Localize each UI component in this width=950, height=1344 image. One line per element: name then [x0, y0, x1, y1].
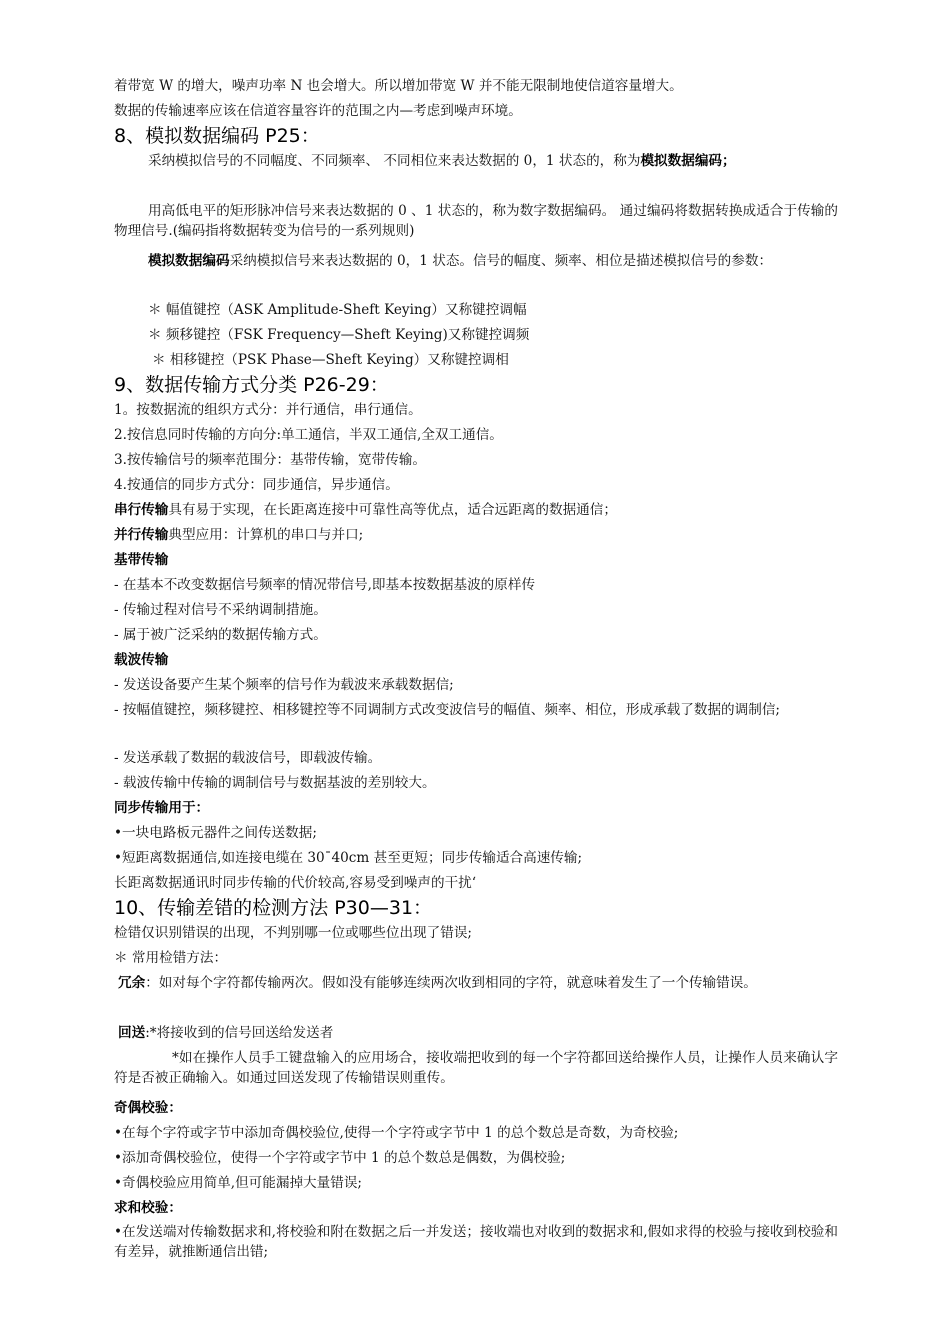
list-item: •在发送端对传输数据求和,将校验和附在数据之后一并发送；接收端也对收到的数据求和,假如求得的校验与接收到校验和有差异，就推断通信出错;: [114, 1224, 838, 1260]
paragraph-text: 具有易于实现，在长距离连接中可靠性高等优点，适合远距离的数据通信；: [168, 502, 617, 518]
list-item: - 载波传输中传输的调制信号与数据基波的差别较大。: [114, 775, 436, 791]
paragraph-parallel: [114, 525, 838, 547]
list-item: - 发送承载了数据的载波信号，即载波传输。: [114, 750, 382, 766]
section-heading-9: 9、数据传输方式分类 P26-29：: [114, 374, 389, 396]
list-item: 3.按传输信号的频率范围分：基带传输，宽带传输。: [114, 452, 427, 468]
term-analog-data-encoding: 模拟数据编码；: [640, 153, 736, 169]
list-item: 2.按信息同时传输的方向分:单工通信，半双工通信,全双工通信。: [114, 427, 503, 443]
paragraph-echo-detail: *如在操作人员手工键盘输入的应用场合，接收端把收到的每一个字符都回送给操作人员，让操作人员来确认字符是否被正确输入。如通过回送发现了传输错误则重传。: [114, 1050, 838, 1086]
section-heading-10: 10、传输差错的检测方法 P30—31：: [114, 897, 433, 919]
term-serial: 串行传输: [114, 502, 169, 518]
paragraph-text: 采纳模拟信号的不同幅度、不同频率、 不同相位来表达数据的 0，1 状态的，称为: [148, 153, 641, 169]
list-item: - 按幅值键控，频移键控、相移键控等不同调制方式改变波信号的幅值、频率、相位，形成承载了数据的调制信;: [114, 702, 780, 718]
paragraph-echo: [118, 1023, 842, 1045]
text-line: 检错仅识别错误的出现，不判别哪一位或哪些位出现了错误;: [114, 925, 473, 941]
list-item: 1。按数据流的组织方式分：并行通信，串行通信。: [114, 402, 422, 418]
list-item: •添加奇偶校验位，使得一个字符或字节中 1 的总个数总是偶数，为偶校验;: [114, 1150, 566, 1166]
paragraph-serial: [114, 500, 838, 522]
paragraph-text: ：如对每个字符都传输两次。假如没有能够连续两次收到相同的字符，就意味着发生了一个传输错误。: [145, 975, 757, 991]
text-line: 长距离数据通讯时同步传输的代价较高,容易受到噪声的干扰‘: [114, 875, 477, 891]
list-item-psk: ＊ 相移键控（PSK Phase—Sheft Keying）又称键控调相: [152, 352, 509, 368]
subheading-parity: 奇偶校验：: [114, 1100, 182, 1116]
list-item: - 属于被广泛采纳的数据传输方式。: [114, 627, 327, 643]
text-line: 着带宽 W 的增大，噪声功率 N 也会增大。所以增加带宽 W 并不能无限制地使信道容量增大。: [114, 78, 683, 94]
list-item: - 发送设备要产生某个频率的信号作为载波来承载数据信;: [114, 677, 454, 693]
list-item: •在每个字符或字节中添加奇偶校验位,使得一个字符或字节中 1 的总个数总是奇数，为奇校验;: [114, 1125, 679, 1141]
list-item-fsk: ＊ 频移键控（FSK Frequency—Sheft Keying)又称键控调频: [148, 327, 530, 343]
list-item: - 传输过程对信号不采纳调制措施。: [114, 602, 327, 618]
term-redundancy: 冗余: [118, 975, 146, 991]
paragraph-analog-encoding-def: [114, 151, 838, 171]
text-line: ＊ 常用检错方法：: [114, 950, 228, 966]
subheading-baseband: 基带传输: [114, 552, 169, 568]
subheading-checksum: 求和校验：: [114, 1200, 182, 1216]
section-heading-8: 8、模拟数据编码 P25：: [114, 125, 320, 147]
list-item: 4.按通信的同步方式分：同步通信，异步通信。: [114, 477, 399, 493]
paragraph-text: 典型应用：计算机的串口与并口;: [168, 527, 364, 543]
list-item: - 在基本不改变数据信号频率的情况带信号,即基本按数据基波的原样传: [114, 577, 536, 593]
paragraph-analog-encoding-params: [114, 251, 838, 271]
subheading-carrier: 载波传输: [114, 652, 169, 668]
text-line: 数据的传输速率应该在信道容量容许的范围之内—考虑到噪声环境。: [114, 103, 522, 119]
subheading-sync: 同步传输用于：: [114, 800, 210, 816]
list-item: •奇偶校验应用简单,但可能漏掉大量错误;: [114, 1175, 363, 1191]
term-analog-data-encoding: 模拟数据编码: [148, 253, 230, 269]
paragraph-redundancy: [118, 973, 838, 993]
paragraph-text: :*将接收到的信号回送给发送者: [145, 1025, 334, 1041]
paragraph-digital-encoding: 用高低电平的矩形脉冲信号来表达数据的 0 、1 状态的，称为数字数据编码。 通过编码将数据转换成适合于传输的物理信号.(编码指将数据转变为信号的一系列规则): [114, 203, 838, 239]
paragraph-text: 采纳模拟信号来表达数据的 0，1 状态。信号的幅度、频率、相位是描述模拟信号的参数：: [229, 253, 773, 269]
list-item: •一块电路板元器件之间传送数据;: [114, 825, 317, 841]
list-item-ask: ＊ 幅值键控（ASK Amplitude-Sheft Keying）又称键控调幅: [148, 302, 527, 318]
term-parallel: 并行传输: [114, 527, 169, 543]
term-echo: 回送: [118, 1025, 146, 1041]
list-item: •短距离数据通信,如连接电缆在 30¯40cm 甚至更短；同步传输适合高速传输;: [114, 850, 583, 866]
